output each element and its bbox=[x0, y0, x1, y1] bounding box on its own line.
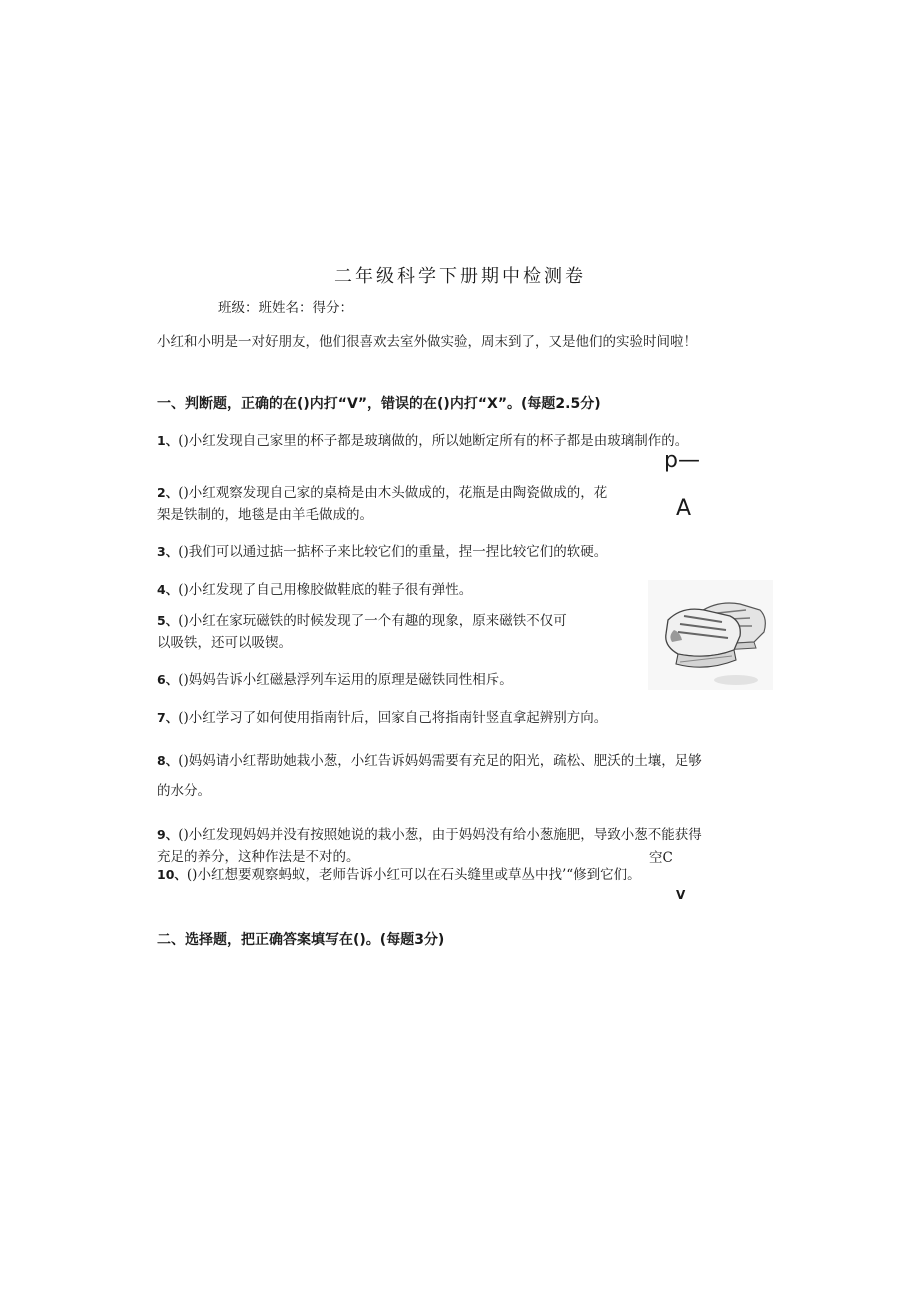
question-2 bbox=[157, 482, 609, 526]
question-text: ()妈妈告诉小红磁悬浮列车运用的原理是磁铁同性相斥。 bbox=[178, 672, 513, 688]
question-3 bbox=[157, 541, 717, 563]
question-4 bbox=[157, 579, 637, 601]
question-6 bbox=[157, 669, 637, 691]
question-text: ()小红发现了自己用橡胶做鞋底的鞋子很有弹性。 bbox=[178, 582, 473, 598]
stray-mark-v: V bbox=[676, 888, 686, 902]
stray-mark-p: p— bbox=[664, 448, 700, 473]
question-number: 1、 bbox=[157, 433, 179, 448]
question-number: 2、 bbox=[157, 485, 179, 500]
question-text: ()小红观察发现自己家的桌椅是由木头做成的，花瓶是由陶瓷做成的，花架是铁制的，地毯是由羊毛做成的。 bbox=[157, 485, 608, 523]
question-9 bbox=[157, 824, 705, 868]
question-number: 6、 bbox=[157, 672, 179, 687]
stray-mark-kong: 空C bbox=[649, 850, 673, 866]
question-text: ()我们可以通过掂一掂杯子来比较它们的重量，捏一捏比较它们的软硬。 bbox=[178, 544, 608, 560]
section-2-heading: 二、选择题，把正确答案填写在()。(每题3分) bbox=[157, 932, 445, 948]
question-text: ()妈妈请小红帮助她栽小葱，小红告诉妈妈需要有充足的阳光，疏松、肥沃的土壤，足够的水分。 bbox=[157, 753, 702, 799]
question-number: 7、 bbox=[157, 710, 179, 725]
question-number: 4、 bbox=[157, 582, 179, 597]
question-text: ()小红想要观察蚂蚁，老师告诉小红可以在石头缝里或草丛中找’“修到它们。 bbox=[186, 867, 641, 883]
question-1 bbox=[157, 430, 705, 452]
question-text: ()小红在家玩磁铁的时候发现了一个有趣的现象，原来磁铁不仅可以吸铁，还可以吸锲。 bbox=[157, 613, 567, 651]
question-7 bbox=[157, 707, 717, 729]
question-text: ()小红学习了如何使用指南针后，回家自己将指南针竖直拿起辨别方向。 bbox=[178, 710, 608, 726]
question-text: ()小红发现自己家里的杯子都是玻璃做的，所以她断定所有的杯子都是由玻璃制作的。 bbox=[178, 433, 689, 449]
stray-mark-a: A bbox=[676, 496, 692, 521]
student-info-line: 班级：班姓名：得分： bbox=[218, 300, 353, 316]
question-text: ()小红发现妈妈并没有按照她说的栽小葱，由于妈妈没有给小葱施肥，导致小葱不能获得充足的养分，这种作法是不对的。 bbox=[157, 827, 702, 865]
intro-paragraph: 小红和小明是一对好朋友，他们很喜欢去室外做实验，周末到了，又是他们的实验时间啦！ bbox=[157, 334, 697, 350]
question-number: 3、 bbox=[157, 544, 179, 559]
question-number: 5、 bbox=[157, 613, 179, 628]
question-number: 10、 bbox=[157, 867, 187, 882]
question-number: 8、 bbox=[157, 753, 179, 768]
question-number: 9、 bbox=[157, 827, 179, 842]
exam-title: 二年级科学下册期中检测卷 bbox=[334, 266, 586, 287]
question-8 bbox=[157, 746, 705, 806]
question-5 bbox=[157, 610, 569, 654]
section-1-heading: 一、判断题，正确的在()内打“V”，错误的在()内打“X”。(每题2.5分) bbox=[157, 396, 601, 412]
question-10 bbox=[157, 864, 717, 886]
sneaker-illustration bbox=[648, 580, 773, 690]
